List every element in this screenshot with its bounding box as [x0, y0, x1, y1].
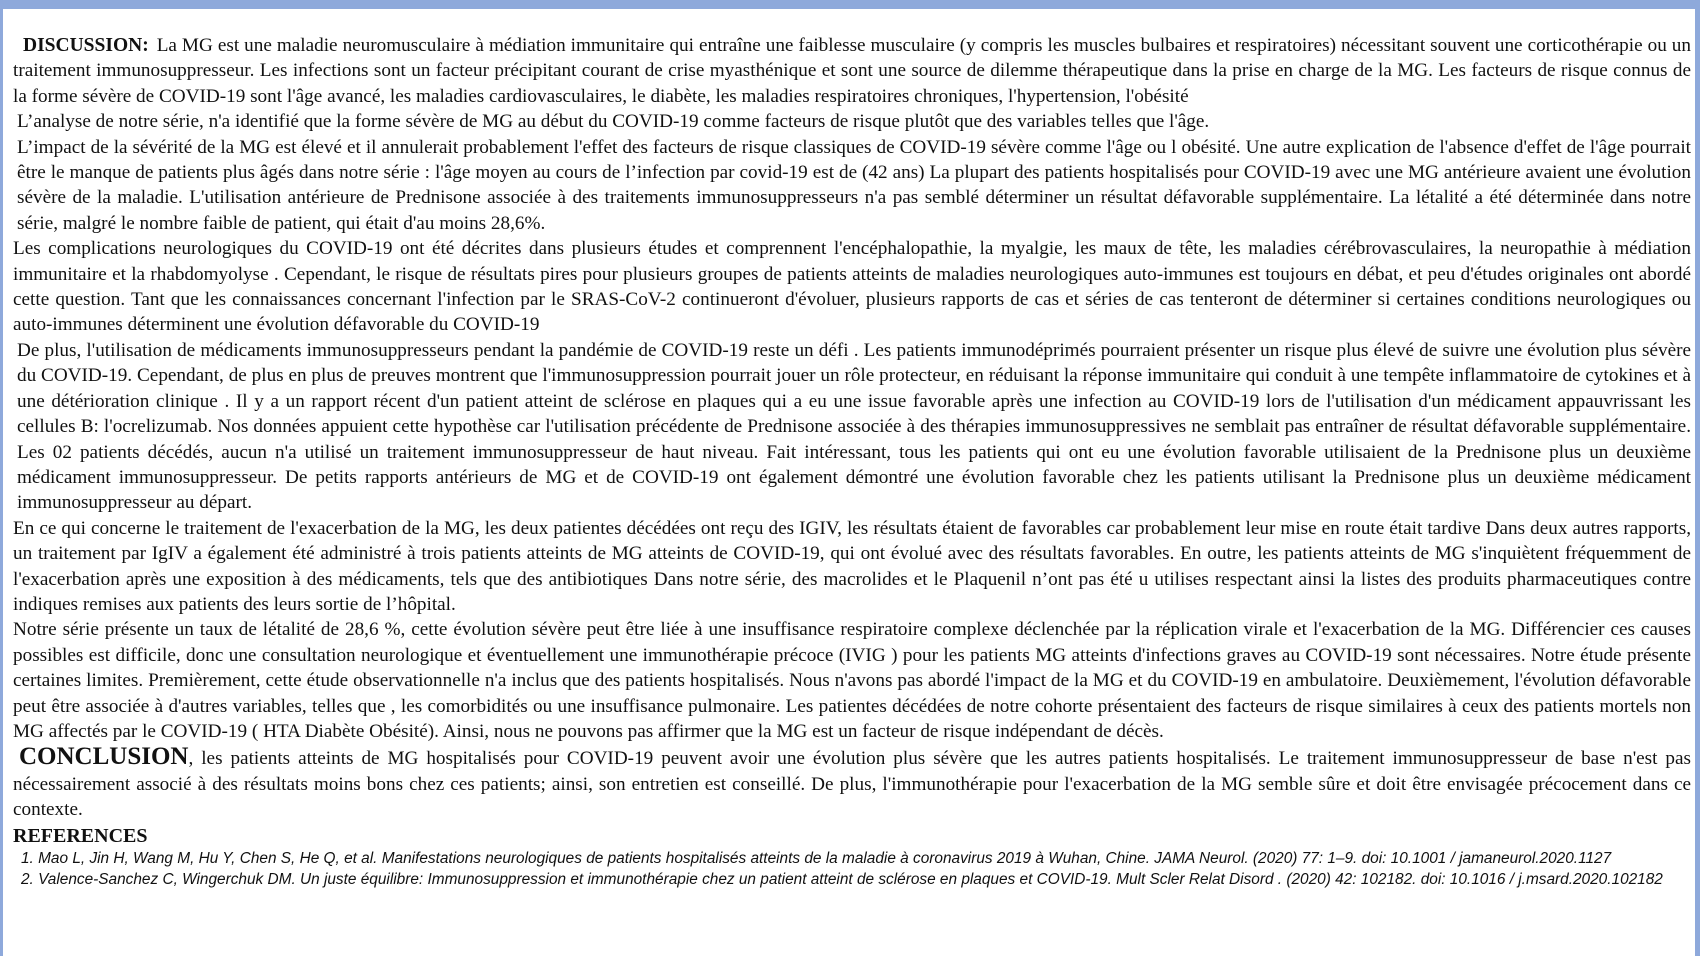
references-heading: REFERENCES — [13, 824, 148, 847]
conclusion-section — [13, 744, 1691, 822]
discussion-paragraph-7: Notre série présente un taux de létalité de 28,6 %, cette évolution sévère peut être liée à une insuffisance respiratoire complexe déclenchée par la réplication virale et l'exacerbation de la MG. Différencier ces causes possibles est difficile, donc une consultation neurologique et éventuellement une immunothérapie précoce (IVIG ) pour les patients MG atteints d'infections graves au COVID-19 sont nécessaires. Notre étude présente certaines limites. Premièrement, cette étude observationnelle n'a inclus que des patients hospitalisés. Nous n'avons pas abordé l'impact de la MG et du COVID-19 en ambulatoire. Deuxièmement, l'évolution défavorable peut être associée à d'autres variables, telles que , les comorbidités ou une insuffisance pulmonaire. Les patientes décédées de notre cohorte présentaient des facteurs de risque similaires à ceux des patients mortels non MG affectés par le COVID-19 ( HTA Diabète Obésité). Ainsi, nous ne pouvons pas affirmer que la MG est un facteur de risque indépendant de décès. — [13, 619, 1691, 742]
references-list — [13, 848, 1691, 890]
discussion-paragraph-6: En ce qui concerne le traitement de l'exacerbation de la MG, les deux patientes décédées ont reçu des IGIV, les résultats étaient de favorables car probablement leur mise en route était tardive Dans deux autres rapports, un traitement par IgIV a également été administré à trois patients atteints de MG atteints de COVID-19, qui ont évolué avec des résultats favorables. En outre, les patients atteints de MG s'inquiètent fréquemment de l'exacerbation après une exposition à des médicaments, tels que des antibiotiques Dans notre série, des macrolides et le Plaquenil n’ont pas été u utilises respectant ainsi la listes des produits pharmaceutiques contre indiques remises aux patients des leurs sortie de l’hôpital. — [13, 517, 1691, 615]
discussion-paragraph-4: Les complications neurologiques du COVID-19 ont été décrites dans plusieurs études et comprennent l'encéphalopathie, la myalgie, les maux de tête, les maladies cérébrovasculaires, la neuropathie à médiation immunitaire et la rhabdomyolyse . Cependant, le risque de résultats pires pour plusieurs groupes de patients atteints de maladies neurologiques auto-immunes est toujours en débat, et peu d'études originales ont abordé cette question. Tant que les connaissances concernant l'infection par le SRAS-CoV-2 continueront d'évoluer, plusieurs rapports de cas et séries de cas tenteront de déterminer si certaines conditions neurologiques ou auto-immunes déterminent une évolution défavorable du COVID-19 — [13, 238, 1691, 336]
conclusion-paragraph — [13, 744, 1691, 822]
left-border — [0, 0, 3, 956]
discussion-paragraph-3: L’impact de la sévérité de la MG est élevé et il annulerait probablement l'effet des facteurs de risque classiques de COVID-19 sévère comme l'âge ou l obésité. Une autre explication de l'absence d'effet de l'âge pourrait être le manque de patients plus âgés dans notre série : l'âge moyen au cours de l’infection par covid-19 est de (42 ans) La plupart des patients hospitalisés pour COVID-19 avec une MG antérieure avaient une évolution sévère de la maladie. L'utilisation antérieure de Prednisone associée à des traitements immunosuppresseurs n'a pas semblé déterminer un résultat défavorable supplémentaire. La létalité a été déterminée dans notre série, malgré le nombre faible de patient, qui était d'au moins 28,6%. — [17, 136, 1691, 234]
references-section — [13, 824, 1691, 890]
top-border — [0, 0, 1700, 9]
discussion-paragraph-1 — [13, 33, 1691, 109]
reference-item: 1. Mao L, Jin H, Wang M, Hu Y, Chen S, He Q, et al. Manifestations neurologiques de patients hospitalisés atteints de la maladie à coronavirus 2019 à Wuhan, Chine. JAMA Neurol. (2020) 77: 1–9. doi: 10.1001 / jamaneurol.2020.1127 — [21, 849, 1612, 867]
discussion-section — [13, 33, 1691, 744]
poster-text-block — [13, 33, 1691, 890]
reference-item: 2. Valence-Sanchez C, Wingerchuk DM. Un juste équilibre: Immunosuppression et immunothérapie chez un patient atteint de sclérose en plaques et COVID-19. Mult Scler Relat Disord . (2020) 42: 102182. doi: 10.1016 / j.msard.2020.102182 — [21, 870, 1663, 888]
discussion-text-1: La MG est une maladie neuromusculaire à médiation immunitaire qui entraîne une faiblesse musculaire (y compris les muscles bulbaires et respiratoires) nécessitant souvent une corticothérapie ou un traitement immunosuppresseur. Les infections sont un facteur précipitant courant de crise myasthénique et sont une source de dilemme thérapeutique dans la prise en charge de la MG. Les facteurs de risque connus de la forme sévère de COVID-19 sont l'âge avancé, les maladies cardiovasculaires, le diabète, les maladies respiratoires chroniques, l'hypertension, l'obésité — [13, 35, 1691, 107]
conclusion-text: , les patients atteints de MG hospitalisés pour COVID-19 peuvent avoir une évolution plus sévère que les autres patients hospitalisés. Le traitement immunosuppresseur de base n'est pas nécessairement associé à des résultats moins bons chez ces patients; ainsi, son entretien est conseillé. De plus, l'immunothérapie pour l'exacerbation de la MG semble sûre et doit être envisagée précocement dans ce contexte. — [13, 748, 1691, 821]
discussion-heading: DISCUSSION: — [23, 35, 149, 56]
right-border — [1695, 0, 1700, 956]
discussion-paragraph-5: De plus, l'utilisation de médicaments immunosuppresseurs pendant la pandémie de COVID-19 reste un défi . Les patients immunodéprimés pourraient présenter un risque plus élevé de suivre une évolution plus sévère du COVID-19. Cependant, de plus en plus de preuves montrent que l'immunosuppression pourrait jouer un rôle protecteur, en réduisant la réponse immunitaire qui conduit à une tempête inflammatoire de cytokines et à une détérioration clinique . Il y a un rapport récent d'un patient atteint de sclérose en plaques qui a eu une issue favorable après une infection au COVID-19 lors de l'utilisation d'un médicament appauvrissant les cellules B: l'ocrelizumab. Nos données appuient cette hypothèse car l'utilisation précédente de Prednisone associée à des thérapies immunosuppressives ne semblait pas entraîner de résultat défavorable supplémentaire. Les 02 patients décédés, aucun n'a utilisé un traitement immunosuppresseur de haut niveau. Fait intéressant, tous les patients qui ont eu une évolution favorable utilisaient de la Prednisone plus un deuxième médicament immunosuppresseur. De petits rapports antérieurs de MG et de COVID-19 ont également démontré une évolution favorable chez les patients utilisant la Prednisone plus un deuxième médicament immunosuppresseur au départ. — [17, 339, 1691, 514]
discussion-paragraph-2: L’analyse de notre série, n'a identifié que la forme sévère de MG au début du COVID-19 comme facteurs de risque plutôt que des variables telles que l'âge. — [17, 111, 1210, 133]
conclusion-heading: CONCLUSION — [19, 743, 189, 771]
